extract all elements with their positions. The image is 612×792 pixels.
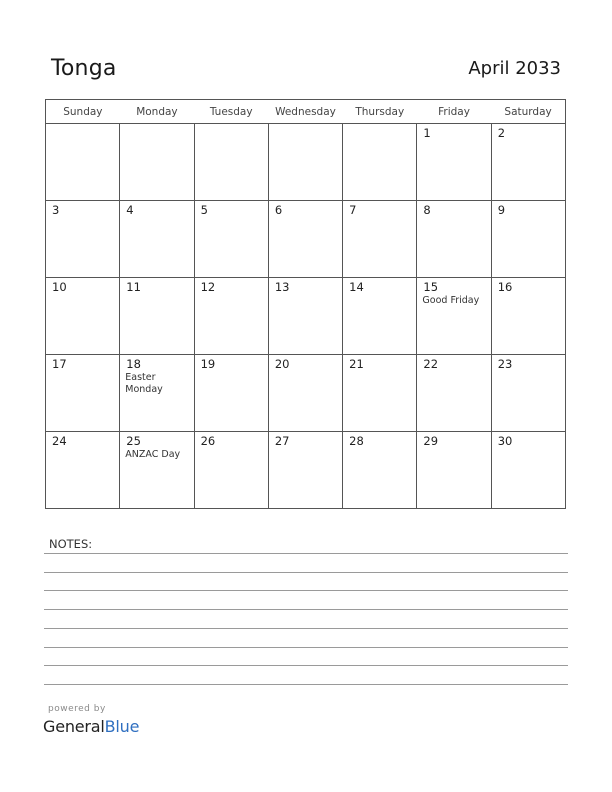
day-number (269, 124, 342, 126)
day-number: 25 (126, 434, 141, 448)
day-cell (46, 432, 120, 509)
day-number (343, 124, 416, 126)
day-cell (120, 124, 194, 201)
day-cell (194, 432, 268, 509)
day-cell (491, 278, 565, 355)
week-row (46, 355, 566, 432)
week-row (46, 124, 566, 201)
day-number: 8 (423, 203, 431, 217)
day-number: 11 (126, 280, 141, 294)
weekday-header: Wednesday (268, 100, 342, 124)
day-cell (194, 124, 268, 201)
day-cell (417, 355, 491, 432)
day-number: 19 (200, 357, 216, 371)
holiday-label: Good Friday (422, 295, 480, 306)
day-cell (268, 278, 342, 355)
day-cell (46, 278, 120, 355)
notes-line (44, 572, 568, 573)
notes-line (44, 590, 568, 591)
day-cell (120, 432, 194, 509)
day-number: 13 (274, 280, 290, 294)
notes-line (44, 665, 568, 666)
weekday-header: Monday (120, 100, 194, 124)
calendar-body (46, 124, 566, 509)
day-cell (268, 432, 342, 509)
day-number: 3 (52, 203, 60, 217)
day-number: 27 (274, 434, 290, 448)
day-cell (417, 278, 491, 355)
day-number: 18 (126, 357, 141, 371)
day-cell (268, 355, 342, 432)
day-number: 14 (349, 280, 364, 294)
day-number: 1 (423, 126, 431, 140)
day-number: 9 (497, 203, 506, 217)
brand-general: General (43, 717, 105, 736)
day-number: 26 (200, 434, 216, 448)
day-cell (120, 201, 194, 278)
generalblue-logo (43, 717, 139, 736)
day-cell (343, 201, 417, 278)
day-cell (491, 432, 565, 509)
notes-line (44, 628, 568, 629)
weekday-header: Thursday (343, 100, 417, 124)
day-number: 6 (274, 203, 283, 217)
day-number: 2 (497, 126, 506, 140)
day-number: 17 (52, 357, 67, 371)
weekday-header-row (46, 100, 566, 124)
weekday-header: Friday (417, 100, 491, 124)
day-cell (491, 355, 565, 432)
day-number: 16 (497, 280, 513, 294)
day-cell (194, 355, 268, 432)
day-cell (417, 201, 491, 278)
country-title: Tonga (51, 56, 117, 81)
day-cell (46, 355, 120, 432)
brand-blue: Blue (104, 717, 140, 736)
day-cell (194, 278, 268, 355)
day-cell (268, 124, 342, 201)
day-number: 12 (200, 280, 216, 294)
holiday-label: Easter Monday (125, 372, 163, 395)
powered-by-text: powered by (48, 704, 106, 714)
day-number: 29 (423, 434, 439, 448)
day-cell (343, 124, 417, 201)
day-cell (491, 124, 565, 201)
calendar-grid (45, 99, 566, 509)
day-cell (268, 201, 342, 278)
day-cell (417, 124, 491, 201)
holiday-label: ANZAC Day (125, 449, 181, 460)
day-number: 21 (349, 357, 364, 371)
notes-line (44, 553, 568, 554)
notes-line (44, 647, 568, 648)
day-cell (120, 355, 194, 432)
day-number: 22 (423, 357, 439, 371)
day-number: 7 (349, 203, 357, 217)
day-number (46, 124, 119, 126)
week-row (46, 201, 566, 278)
day-number (195, 124, 268, 126)
day-cell (46, 124, 120, 201)
day-number: 5 (200, 203, 208, 217)
day-number: 15 (423, 280, 439, 294)
day-cell (491, 201, 565, 278)
month-year-title: April 2033 (468, 58, 561, 79)
weekday-header: Saturday (491, 100, 565, 124)
week-row (46, 432, 566, 509)
day-number: 28 (349, 434, 364, 448)
day-cell (194, 201, 268, 278)
day-cell (46, 201, 120, 278)
notes-line (44, 609, 568, 610)
day-number: 4 (126, 203, 134, 217)
notes-label: NOTES: (49, 537, 93, 551)
day-cell (343, 278, 417, 355)
weekday-header: Sunday (46, 100, 120, 124)
day-number: 24 (52, 434, 67, 448)
day-cell (343, 355, 417, 432)
day-cell (343, 432, 417, 509)
weekday-header: Tuesday (194, 100, 268, 124)
week-row (46, 278, 566, 355)
day-number: 23 (497, 357, 513, 371)
day-cell (417, 432, 491, 509)
day-number (120, 124, 193, 126)
day-number: 20 (274, 357, 290, 371)
day-number: 10 (52, 280, 67, 294)
day-cell (120, 278, 194, 355)
day-number: 30 (497, 434, 513, 448)
notes-line (44, 684, 568, 685)
